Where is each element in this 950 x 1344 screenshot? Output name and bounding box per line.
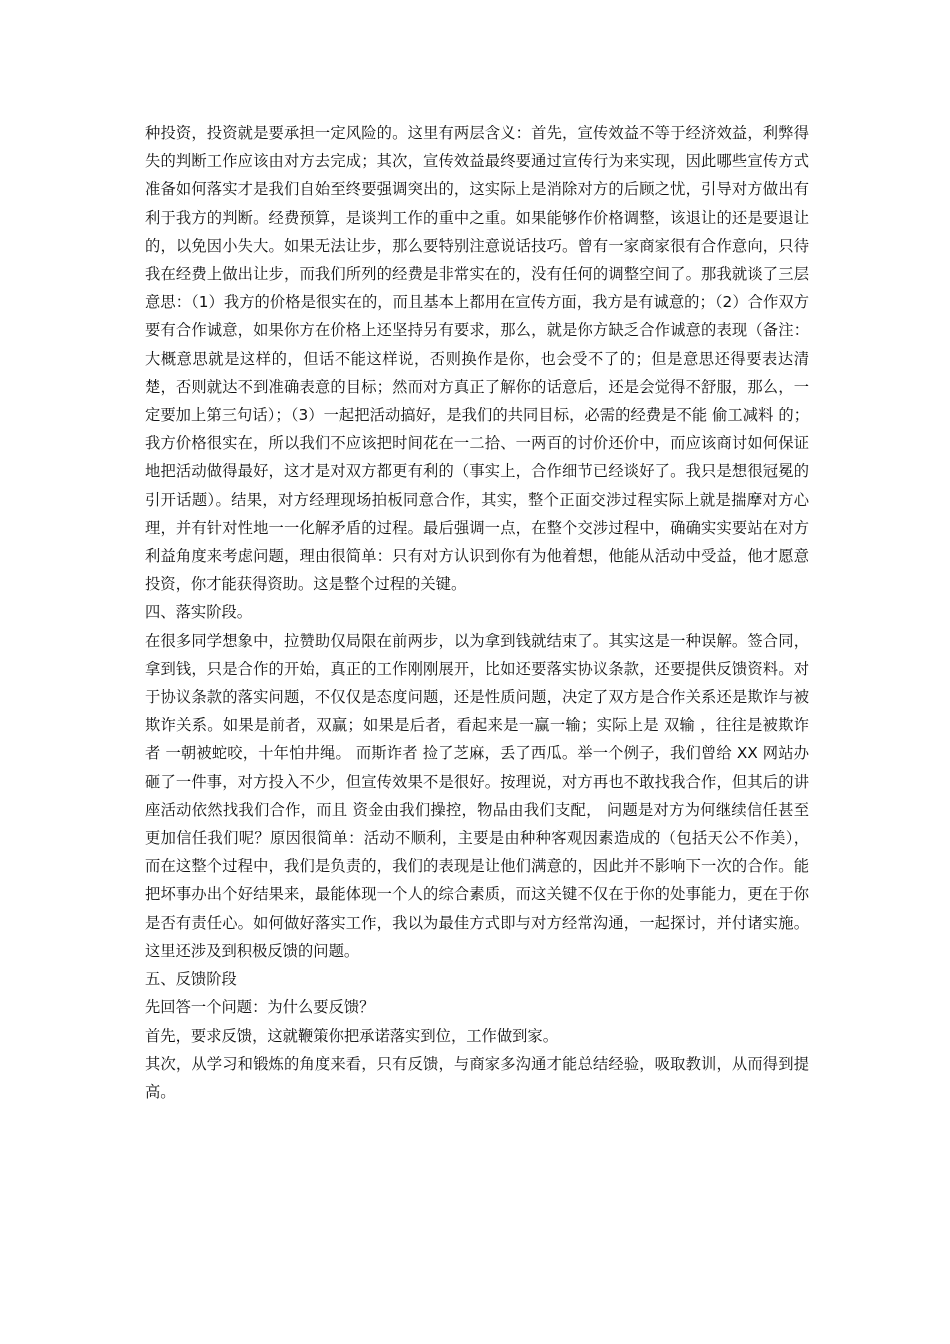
document-page (145, 119, 809, 1106)
feedback-point-first: 首先，要求反馈，这就鞭策你把承诺落实到位，工作做到家。 (145, 1026, 559, 1045)
body-paragraph-implementation: 在很多同学想象中，拉赞助仅局限在前两步，以为拿到钱就结束了。其实这是一种误解。签合同，拿到钱，只是合作的开始，真正的工作刚刚展开，比如还要落实协议条款，还要提供反馈资料。对于协议条款的落实问题，不仅仅是态度问题，还是性质问题，决定了双方是合作关系还是欺诈与被欺诈关系。如果是前者，双赢；如果是后者，看起来是一赢一输；实际上是 双输 ，往往是被欺诈者 一朝被蛇咬，十年怕井绳。 而斯诈者 捡了芝麻，丢了西瓜。举一个例子，我们曾给 XX 网站办砸了一件事，对方投入不少，但宣传效果不是很好。按理说，对方再也不敢找我合作，但其后的讲座活动依然找我们合作，而且 资金由我们操控，物品由我们支配， 问题是对方为何继续信任甚至更加信任我们呢？原因很简单：活动不顺利，主要是由种种客观因素造成的（包括天公不作美），而在这整个过程中，我们是负责的，我们的表现是让他们满意的，因此并不影响下一次的合作。能把坏事办出个好结果来，最能体现一个人的综合素质，而这关键不仅在于你的处事能力，更在于你是否有责任心。如何做好落实工作，我以为最佳方式即与对方经常沟通，一起探讨，并付诸实施。这里还涉及到积极反馈的问题。 (145, 631, 809, 960)
section-heading-feedback: 五、反馈阶段 (145, 970, 237, 989)
section-heading-implementation: 四、落实阶段。 (145, 603, 253, 622)
feedback-point-second: 其次，从学习和锻炼的角度来看，只有反馈，与商家多沟通才能总结经验，吸取教训，从而得到提高。 (145, 1054, 809, 1101)
body-paragraph-negotiation: 种投资，投资就是要承担一定风险的。这里有两层含义：首先，宣传效益不等于经济效益，利弊得失的判断工作应该由对方去完成；其次，宣传效益最终要通过宣传行为来实现，因此哪些宣传方式准备如何落实才是我们自始至终要强调突出的，这实际上是消除对方的后顾之忧，引导对方做出有利于我方的判断。经费预算，是谈判工作的重中之重。如果能够作价格调整，该退让的还是要退让的，以免因小失大。如果无法让步，那么要特别注意说话技巧。曾有一家商家很有合作意向，只待我在经费上做出让步，而我们所列的经费是非常实在的，没有任何的调整空间了。那我就谈了三层意思：（1）我方的价格是很实在的，而且基本上都用在宣传方面，我方是有诚意的；（2）合作双方要有合作诚意，如果你方在价格上还坚持另有要求，那么，就是你方缺乏合作诚意的表现（备注：大概意思就是这样的，但话不能这样说，否则换作是你，也会受不了的；但是意思还得要表达清楚，否则就达不到准确表意的目标；然而对方真正了解你的话意后，还是会觉得不舒服，那么，一定要加上第三句话）；（3）一起把活动搞好，是我们的共同目标，必需的经费是不能 偷工减料 的；我方价格很实在，所以我们不应该把时间花在一二拾、一两百的讨价还价中，而应该商讨如何保证地把活动做得最好，这才是对双方都更有利的（事实上，合作细节已经谈好了。我只是想很冠冕的引开话题）。结果，对方经理现场拍板同意合作，其实，整个正面交涉过程实际上就是揣摩对方心理，并有针对性地一一化解矛盾的过程。最后强调一点，在整个交涉过程中，确确实实要站在对方利益角度来考虑问题，理由很简单：只有对方认识到你有为他着想，他能从活动中受益，他才愿意投资，你才能获得资助。这是整个过程的关键。 (145, 124, 809, 594)
feedback-question: 先回答一个问题：为什么要反馈？ (145, 998, 375, 1017)
